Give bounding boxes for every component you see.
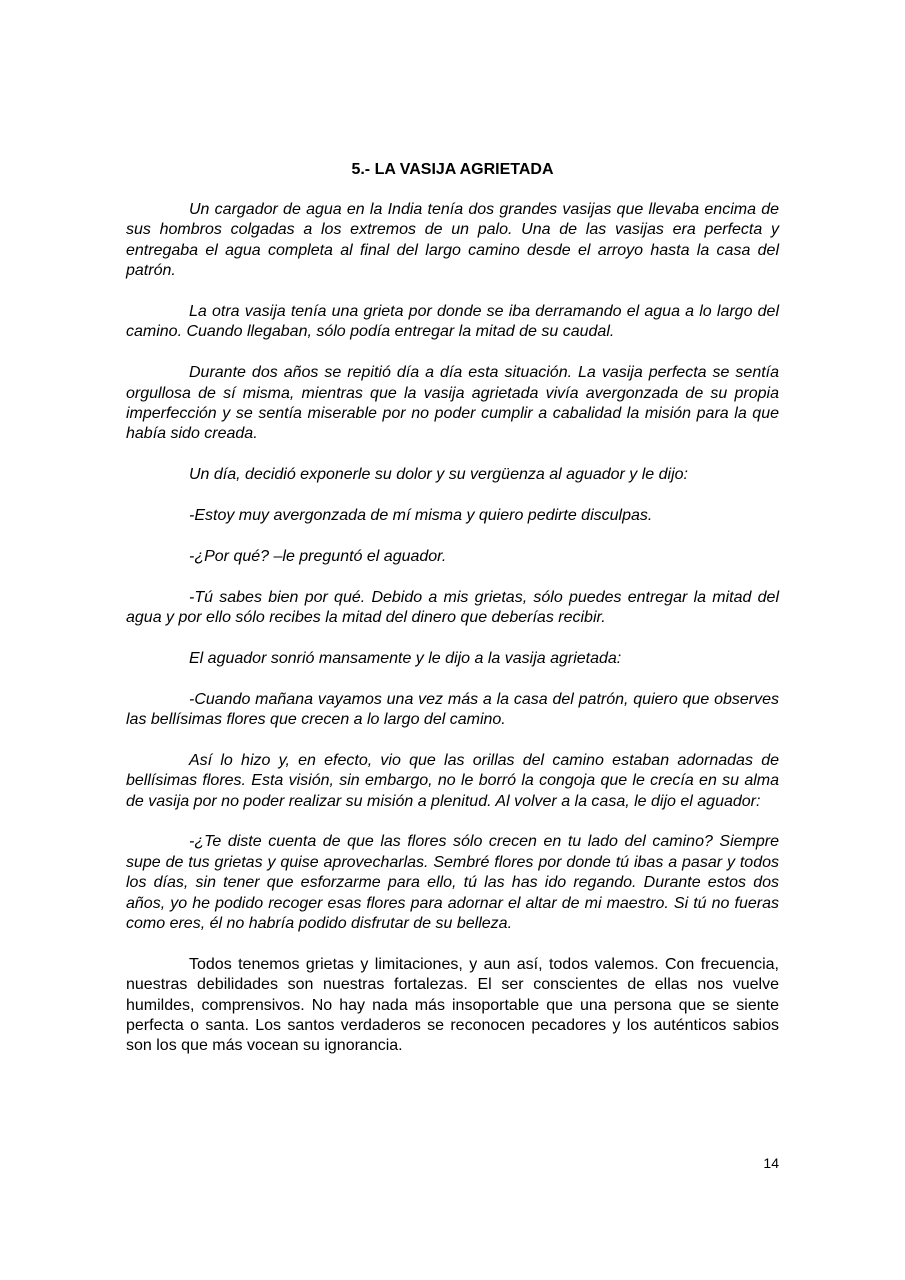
paragraph-11: -¿Te diste cuenta de que las flores sólo crecen en tu lado del camino? Siempre supe de tus grietas y quise aprovecharlas. Sembré flores por donde tú ibas a pasar y todos los días, sin tener que esforzarme para ello, tú las has ido regando. Durante estos dos años, yo he podido recoger esas flores para adornar el altar de mi maestro. Si tú no fueras como eres, él no habría podido disfrutar de su belleza. [126,833,779,933]
document-title: 5.- LA VASIJA AGRIETADA [351,161,554,178]
paragraph-12: Todos tenemos grietas y limitaciones, y aun así, todos valemos. Con frecuencia, nuestras debilidades son nuestras fortalezas. El ser conscientes de ellas nos vuelve humildes, comprensivos. No hay nada más insoportable que una persona que se siente perfecta o santa. Los santos verdaderos se reconocen pecadores y los auténticos sabios son los que más vocean su ignorancia. [126,955,779,1055]
paragraph-1: Un cargador de agua en la India tenía dos grandes vasijas que llevaba encima de sus hombros colgadas a los extremos de un palo. Una de las vasijas era perfecta y entregaba el agua completa al final del largo camino desde el arroyo hasta la casa del patrón. [126,201,779,280]
paragraph-3: Durante dos años se repitió día a día esta situación. La vasija perfecta se sentía orgullosa de sí misma, mientras que la vasija agrietada vivía avergonzada de su propia imperfección y se sentía miserable por no poder cumplir a cabalidad la misión para la que había sido creada. [126,364,779,443]
paragraph-5: -Estoy muy avergonzada de mí misma y quiero pedirte disculpas. [189,507,653,525]
paragraph-4: Un día, decidió exponerle su dolor y su vergüenza al aguador y le dijo: [189,466,688,484]
paragraph-2: La otra vasija tenía una grieta por donde se iba derramando el agua a lo largo del camino. Cuando llegaban, sólo podía entregar la mitad de su caudal. [126,303,779,341]
paragraph-9: -Cuando mañana vayamos una vez más a la casa del patrón, quiero que observes las bellísimas flores que crecen a lo largo del camino. [126,690,779,729]
paragraph-8: El aguador sonrió mansamente y le dijo a la vasija agrietada: [189,649,622,667]
paragraph-7: -Tú sabes bien por qué. Debido a mis grietas, sólo puedes entregar la mitad del agua y por ello sólo recibes la mitad del dinero que deberías recibir. [126,588,779,627]
page-number: 14 [763,1155,779,1171]
paragraph-6: -¿Por qué? –le preguntó el aguador. [189,547,447,565]
document-body [126,200,779,1077]
paragraph-10: Así lo hizo y, en efecto, vio que las orillas del camino estaban adornadas de bellísimas flores. Esta visión, sin embargo, no le borró la congoja que le crecía en su alma de vasija por no poder realizar su misión a plenitud. Al volver a la casa, le dijo el aguador: [126,751,779,810]
